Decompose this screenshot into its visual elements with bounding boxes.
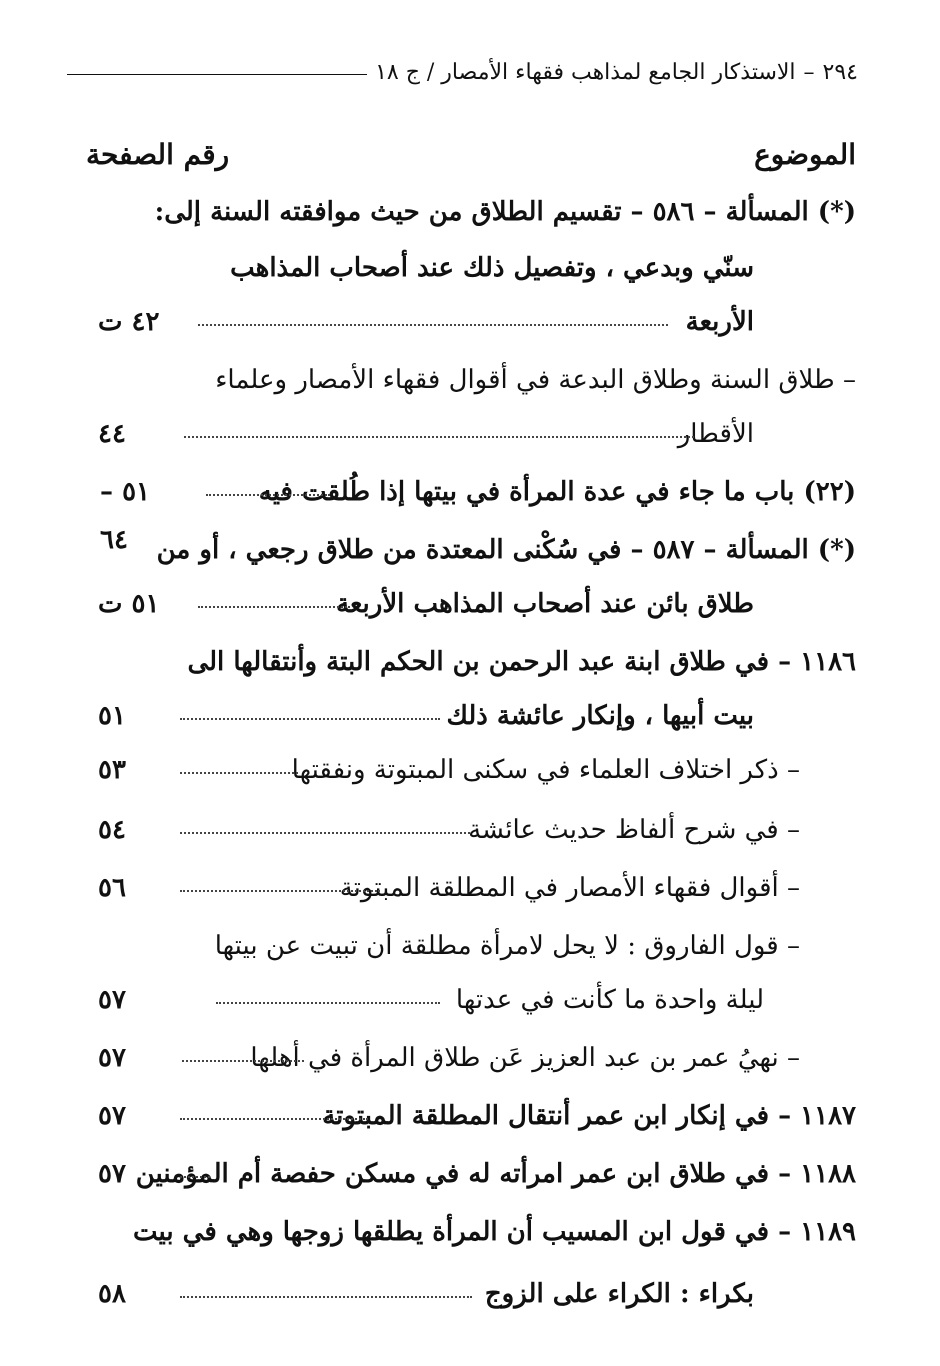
header-rule — [67, 74, 367, 75]
dot-leader — [216, 1002, 440, 1004]
topic-column-heading: الموضوع — [754, 138, 856, 171]
page-number: ٥١ — [98, 701, 126, 731]
page-number: ٥٧ — [98, 1159, 126, 1189]
page-number: ٥٦ — [98, 873, 126, 903]
page-number: ٤٢ ت — [98, 307, 160, 337]
page-number: ٥٧ — [98, 1101, 126, 1131]
dot-leader — [180, 1296, 472, 1298]
toc-line: – ذكر اختلاف العلماء في سكنى المبتوتة ونفقتها — [291, 755, 800, 785]
page-number: ٥٣ — [98, 755, 126, 785]
toc-line: (٢٢) باب ما جاء في عدة المرأة في بيتها إذا طُلقت فيه — [258, 477, 856, 507]
toc-line: بيت أبيها ، وإنكار عائشة ذلك — [446, 701, 754, 731]
toc-line: ١١٨٨ – في طلاق ابن عمر امرأته له في مسكن حفصة أم المؤمنين — [135, 1159, 856, 1189]
dot-leader — [182, 1060, 304, 1062]
dot-leader — [198, 606, 350, 608]
page-number: ٥٧ — [98, 1043, 126, 1073]
toc-line: – في شرح ألفاظ حديث عائشة — [468, 815, 800, 845]
toc-line: الأقطار — [677, 419, 754, 449]
toc-line: سنّي وبدعي ، وتفصيل ذلك عند أصحاب المذاهب — [230, 253, 754, 283]
running-header: ٢٩٤ – الاستذكار الجامع لمذاهب فقهاء الأمصار / ج ١٨ — [67, 60, 858, 85]
dot-leader — [180, 832, 470, 834]
toc-line: ١١٨٩ – في قول ابن المسيب أن المرأة يطلقها زوجها وهي في بيت — [133, 1217, 856, 1247]
dot-leader — [198, 324, 668, 326]
toc-line: – نهيُ عمر بن عبد العزيز عَن طلاق المرأة في أهلها — [250, 1043, 800, 1073]
toc-line: – طلاق السنة وطلاق البدعة في أقوال فقهاء الأمصار وعلماء — [215, 365, 856, 395]
toc-line: طلاق بائن عند أصحاب المذاهب الأربعة — [336, 589, 754, 619]
toc-line: ليلة واحدة ما كأنت في عدتها — [455, 985, 764, 1015]
toc-line: – قول الفاروق : لا يحل لامرأة مطلقة أن تبيت عن بيتها — [214, 931, 800, 961]
page-number: ٤٤ — [98, 419, 126, 449]
dot-leader — [180, 772, 298, 774]
toc-line: ١١٨٦ – في طلاق ابنة عبد الرحمن بن الحكم البتة وأنتقالها الى — [187, 647, 856, 677]
dot-leader — [180, 1118, 368, 1120]
page-number: ٥٧ — [98, 985, 126, 1015]
page-number: ٥٤ — [98, 815, 126, 845]
dot-leader — [180, 890, 380, 892]
toc-line: الأربعة — [685, 307, 754, 337]
toc-line: – أقوال فقهاء الأمصار في المطلقة المبتوتة — [339, 873, 800, 903]
header-title: الاستذكار الجامع لمذاهب فقهاء الأمصار / ج ١٨ — [375, 60, 796, 85]
dot-leader — [184, 436, 694, 438]
header-page-number: ٢٩٤ — [822, 60, 858, 85]
page-column-heading: رقم الصفحة — [86, 138, 230, 171]
toc-line: ١١٨٧ – في إنكار ابن عمر أنتقال المطلقة المبتوتة — [322, 1101, 856, 1131]
page-number: ٥٨ — [98, 1279, 126, 1309]
toc-line: (*) المسألة – ٥٨٧ – في سُكْنى المعتدة من طلاق رجعي ، أو من — [156, 535, 856, 565]
dot-leader — [180, 718, 440, 720]
toc-line: (*) المسألة – ٥٨٦ – تقسيم الطلاق من حيث موافقته السنة إلى: — [154, 197, 856, 227]
dot-leader — [180, 1176, 210, 1178]
page-number: ٥١ ت — [98, 589, 160, 619]
toc-line: بكراء : الكراء على الزوج — [484, 1279, 754, 1309]
page-number: ٥١ – ٦٤ — [100, 477, 150, 555]
dot-leader — [206, 494, 330, 496]
